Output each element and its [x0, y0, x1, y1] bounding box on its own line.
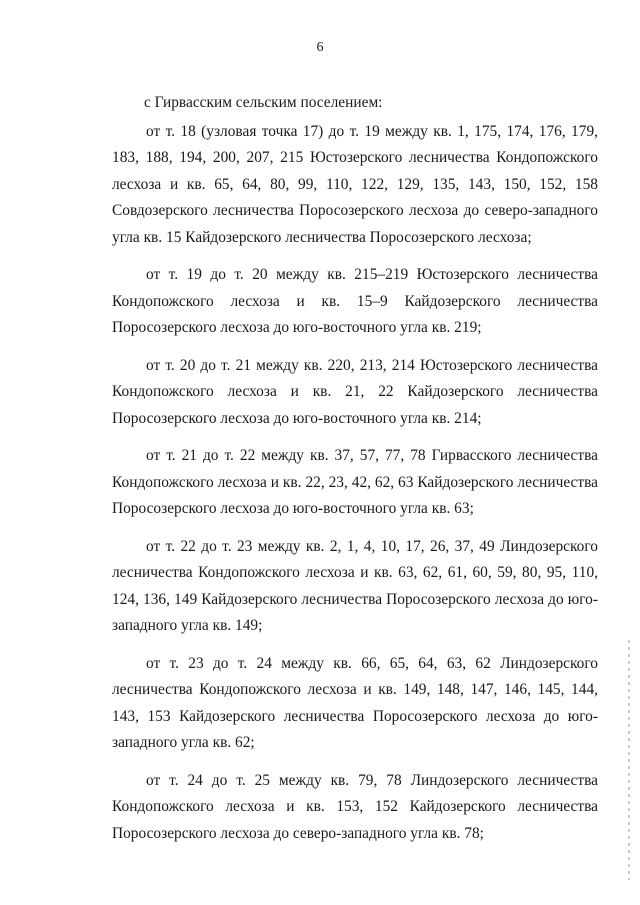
- boundary-paragraph: от т. 20 до т. 21 между кв. 220, 213, 214 Юстозерского лесничества Кондопожского лесхоза и кв. 21, 22 Кайдозерского лесничества Поросозерского лесхоза до юго-восточного угла кв. 214;: [112, 356, 598, 427]
- boundary-paragraph: от т. 22 до т. 23 между кв. 2, 1, 4, 10, 17, 26, 37, 49 Линдозерского лесничества Кондопожского лесхоза и кв. 63, 62, 61, 60, 59, 80, 95, 110, 124, 136, 149 Кайдозерского лесничества Поросозерского лесхоза до юго-западного угла кв. 149;: [112, 537, 598, 634]
- scan-edge-mark: [628, 640, 630, 880]
- boundary-paragraph: от т. 19 до т. 20 между кв. 215–219 Юстозерского лесничества Кондопожского лесхоза и кв. 15–9 Кайдозерского лесничества Поросозерского лесхоза до юго-восточного угла кв. 219;: [112, 266, 598, 336]
- document-body: [112, 90, 598, 847]
- page-number: 6: [316, 40, 324, 55]
- boundary-paragraph: от т. 18 (узловая точка 17) до т. 19 между кв. 1, 175, 174, 176, 179, 183, 188, 194, 200, 207, 215 Юстозерского лесничества Кондопожского лесхоза и кв. 65, 64, 80, 99, 110, 122, 129, 135, 143, 150, 152, 158 Совдозерского лесничества Поросозерского лесхоза до северо-западного угла кв. 15 Кайдозерского лесничества Поросозерского лесхоза;: [112, 122, 598, 246]
- boundary-paragraph: от т. 23 до т. 24 между кв. 66, 65, 64, 63, 62 Линдозерского лесничества Кондопожского лесхоза и кв. 149, 148, 147, 146, 145, 144, 143, 153 Кайдозерского лесничества Поросозерского лесхоза до юго-западного угла кв. 62;: [112, 654, 598, 751]
- boundary-paragraph: от т. 24 до т. 25 между кв. 79, 78 Линдозерского лесничества Кондопожского лесхоза и кв. 153, 152 Кайдозерского лесничества Поросозерского лесхоза до северо-западного угла кв. 78;: [112, 771, 598, 842]
- section-intro: с Гирвасским сельским поселением:: [144, 94, 383, 111]
- boundary-paragraph: от т. 21 до т. 22 между кв. 37, 57, 77, 78 Гирвасского лесничества Кондопожского лесхоза и кв. 22, 23, 42, 62, 63 Кайдозерского лесничества Поросозерского лесхоза до юго-восточного угла кв. 63;: [112, 447, 598, 517]
